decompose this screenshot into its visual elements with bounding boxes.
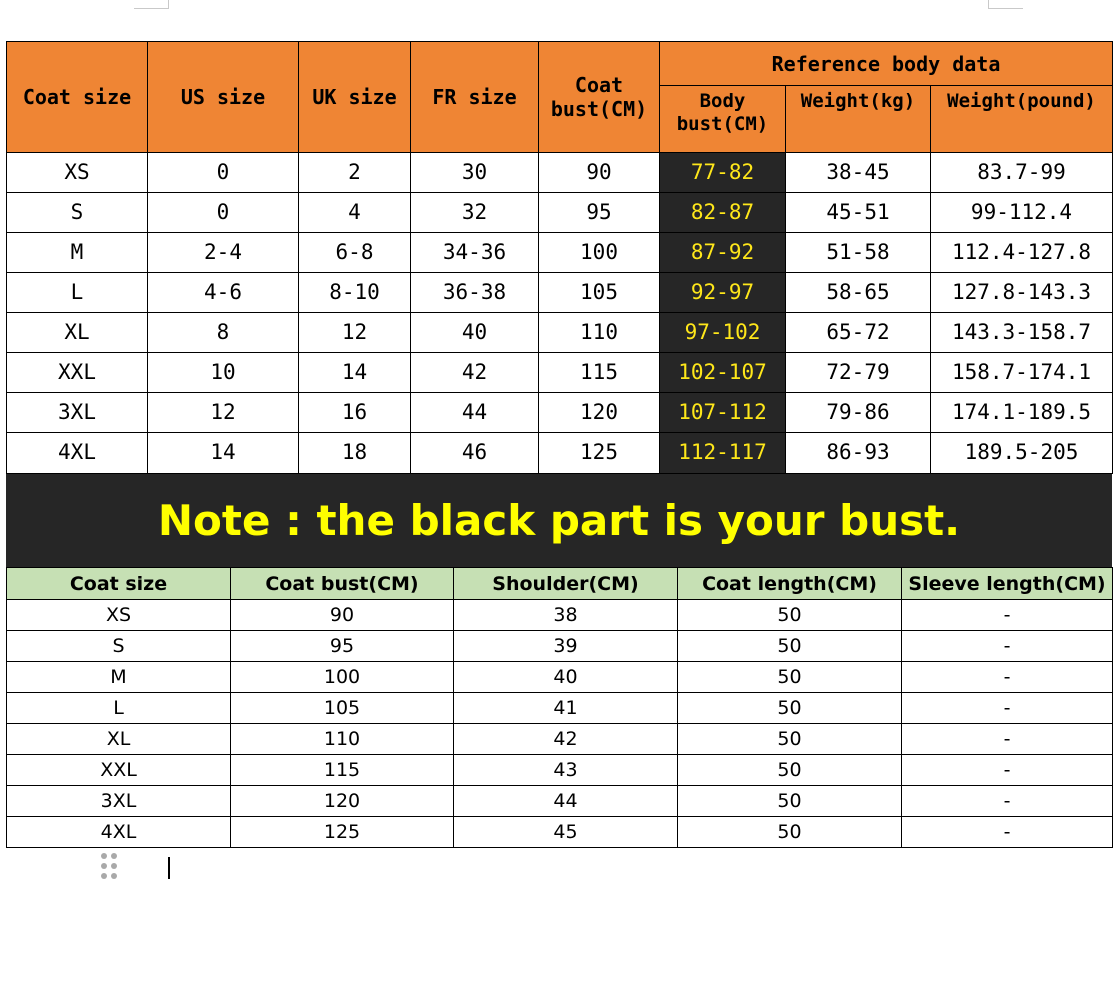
cell-body-bust: 77-82	[660, 153, 786, 193]
cell-coat-length: 50	[678, 755, 902, 786]
cell-weight-pound: 143.3-158.7	[931, 313, 1113, 353]
header-uk-size: UK size	[299, 42, 411, 153]
cell-coat-bust: 110	[539, 313, 660, 353]
cell-weight-pound: 83.7-99	[931, 153, 1113, 193]
table-row	[7, 662, 1113, 693]
cell-fr-size: 30	[411, 153, 539, 193]
cell-shoulder: 39	[454, 631, 678, 662]
header-coat-length: Coat length(CM)	[678, 568, 902, 600]
cell-coat-size: XXL	[7, 755, 231, 786]
cell-body-bust: 82-87	[660, 193, 786, 233]
cell-coat-bust: 120	[231, 786, 454, 817]
cell-weight-kg: 45-51	[786, 193, 931, 233]
cell-uk-size: 18	[299, 433, 411, 474]
cell-body-bust: 112-117	[660, 433, 786, 474]
cell-coat-bust: 95	[231, 631, 454, 662]
cell-weight-kg: 72-79	[786, 353, 931, 393]
table-row	[7, 631, 1113, 662]
cell-coat-size: XS	[7, 153, 148, 193]
cell-coat-size: XXL	[7, 353, 148, 393]
cell-coat-length: 50	[678, 786, 902, 817]
header-weight-kg: Weight(kg)	[786, 86, 931, 153]
cell-fr-size: 46	[411, 433, 539, 474]
cell-coat-length: 50	[678, 693, 902, 724]
table-row	[7, 153, 1113, 193]
cell-weight-kg: 86-93	[786, 433, 931, 474]
table-row	[7, 724, 1113, 755]
cell-fr-size: 34-36	[411, 233, 539, 273]
cell-fr-size: 44	[411, 393, 539, 433]
cell-coat-bust: 125	[231, 817, 454, 848]
table-row	[7, 786, 1113, 817]
cell-us-size: 14	[148, 433, 299, 474]
header-body-bust: Body bust(CM)	[660, 86, 786, 153]
cell-weight-pound: 158.7-174.1	[931, 353, 1113, 393]
cell-weight-kg: 65-72	[786, 313, 931, 353]
cell-coat-size: XS	[7, 600, 231, 631]
header-reference-body-data: Reference body data	[660, 42, 1113, 86]
cell-coat-size: M	[7, 233, 148, 273]
cell-coat-bust: 125	[539, 433, 660, 474]
cell-shoulder: 40	[454, 662, 678, 693]
cell-weight-kg: 58-65	[786, 273, 931, 313]
cell-us-size: 4-6	[148, 273, 299, 313]
header-weight-pound: Weight(pound)	[931, 86, 1113, 153]
cell-weight-pound: 189.5-205	[931, 433, 1113, 474]
cell-coat-size: 4XL	[7, 817, 231, 848]
cell-uk-size: 8-10	[299, 273, 411, 313]
cell-weight-pound: 174.1-189.5	[931, 393, 1113, 433]
cell-weight-kg: 38-45	[786, 153, 931, 193]
cell-uk-size: 12	[299, 313, 411, 353]
header-coat-size: Coat size	[7, 42, 148, 153]
cell-coat-length: 50	[678, 600, 902, 631]
cell-us-size: 8	[148, 313, 299, 353]
header-fr-size: FR size	[411, 42, 539, 153]
cell-body-bust: 92-97	[660, 273, 786, 313]
cell-uk-size: 14	[299, 353, 411, 393]
cell-weight-pound: 112.4-127.8	[931, 233, 1113, 273]
cell-us-size: 10	[148, 353, 299, 393]
cell-sleeve-length: -	[902, 755, 1113, 786]
crop-mark-top-right	[988, 0, 1023, 9]
header-coat-bust: Coat bust(CM)	[539, 42, 660, 153]
cell-coat-bust: 100	[231, 662, 454, 693]
cell-shoulder: 38	[454, 600, 678, 631]
cell-fr-size: 42	[411, 353, 539, 393]
table-row	[7, 233, 1113, 273]
cell-shoulder: 41	[454, 693, 678, 724]
cell-us-size: 0	[148, 193, 299, 233]
cell-uk-size: 2	[299, 153, 411, 193]
table-row	[7, 353, 1113, 393]
cell-coat-length: 50	[678, 662, 902, 693]
garment-measurements-table	[6, 567, 1113, 848]
cell-body-bust: 107-112	[660, 393, 786, 433]
cell-coat-bust: 115	[231, 755, 454, 786]
note-text: Note : the black part is your bust.	[157, 496, 961, 545]
cell-coat-size: L	[7, 693, 231, 724]
cell-sleeve-length: -	[902, 662, 1113, 693]
header-coat-size: Coat size	[7, 568, 231, 600]
cell-coat-bust: 105	[539, 273, 660, 313]
drag-handle-icon[interactable]	[101, 853, 119, 883]
cell-coat-bust: 90	[231, 600, 454, 631]
cell-coat-length: 50	[678, 631, 902, 662]
cell-coat-bust: 115	[539, 353, 660, 393]
cell-coat-size: XL	[7, 313, 148, 353]
cell-coat-bust: 110	[231, 724, 454, 755]
cell-us-size: 2-4	[148, 233, 299, 273]
table-row	[7, 600, 1113, 631]
cell-uk-size: 6-8	[299, 233, 411, 273]
header-coat-bust: Coat bust(CM)	[231, 568, 454, 600]
cell-sleeve-length: -	[902, 693, 1113, 724]
note-banner	[6, 474, 1112, 567]
size-conversion-table	[6, 41, 1113, 474]
cell-coat-size: XL	[7, 724, 231, 755]
cell-coat-size: 3XL	[7, 786, 231, 817]
cell-sleeve-length: -	[902, 631, 1113, 662]
cell-coat-bust: 95	[539, 193, 660, 233]
cell-us-size: 0	[148, 153, 299, 193]
header-shoulder: Shoulder(CM)	[454, 568, 678, 600]
table-row	[7, 273, 1113, 313]
cell-sleeve-length: -	[902, 600, 1113, 631]
crop-mark-top-left	[134, 0, 169, 9]
cell-body-bust: 97-102	[660, 313, 786, 353]
cell-coat-size: 4XL	[7, 433, 148, 474]
cell-coat-size: L	[7, 273, 148, 313]
cell-shoulder: 43	[454, 755, 678, 786]
cell-shoulder: 42	[454, 724, 678, 755]
cell-coat-bust: 100	[539, 233, 660, 273]
cell-weight-pound: 99-112.4	[931, 193, 1113, 233]
cell-coat-size: S	[7, 631, 231, 662]
table-row	[7, 393, 1113, 433]
cell-coat-bust: 105	[231, 693, 454, 724]
table-row	[7, 193, 1113, 233]
cell-weight-kg: 79-86	[786, 393, 931, 433]
table-row	[7, 817, 1113, 848]
table-row	[7, 433, 1113, 474]
cell-coat-size: M	[7, 662, 231, 693]
header-us-size: US size	[148, 42, 299, 153]
cell-shoulder: 44	[454, 786, 678, 817]
cell-coat-bust: 90	[539, 153, 660, 193]
text-caret	[168, 857, 170, 879]
cell-shoulder: 45	[454, 817, 678, 848]
cell-body-bust: 87-92	[660, 233, 786, 273]
cell-body-bust: 102-107	[660, 353, 786, 393]
cell-sleeve-length: -	[902, 786, 1113, 817]
cell-uk-size: 4	[299, 193, 411, 233]
cell-fr-size: 40	[411, 313, 539, 353]
table-row	[7, 693, 1113, 724]
cell-coat-size: 3XL	[7, 393, 148, 433]
table-row	[7, 313, 1113, 353]
cell-weight-pound: 127.8-143.3	[931, 273, 1113, 313]
cell-uk-size: 16	[299, 393, 411, 433]
cell-coat-bust: 120	[539, 393, 660, 433]
cell-sleeve-length: -	[902, 724, 1113, 755]
cell-fr-size: 32	[411, 193, 539, 233]
cell-us-size: 12	[148, 393, 299, 433]
cell-weight-kg: 51-58	[786, 233, 931, 273]
cell-coat-length: 50	[678, 724, 902, 755]
cell-coat-length: 50	[678, 817, 902, 848]
cell-sleeve-length: -	[902, 817, 1113, 848]
table-row	[7, 755, 1113, 786]
cell-coat-size: S	[7, 193, 148, 233]
cell-fr-size: 36-38	[411, 273, 539, 313]
header-sleeve-length: Sleeve length(CM)	[902, 568, 1113, 600]
